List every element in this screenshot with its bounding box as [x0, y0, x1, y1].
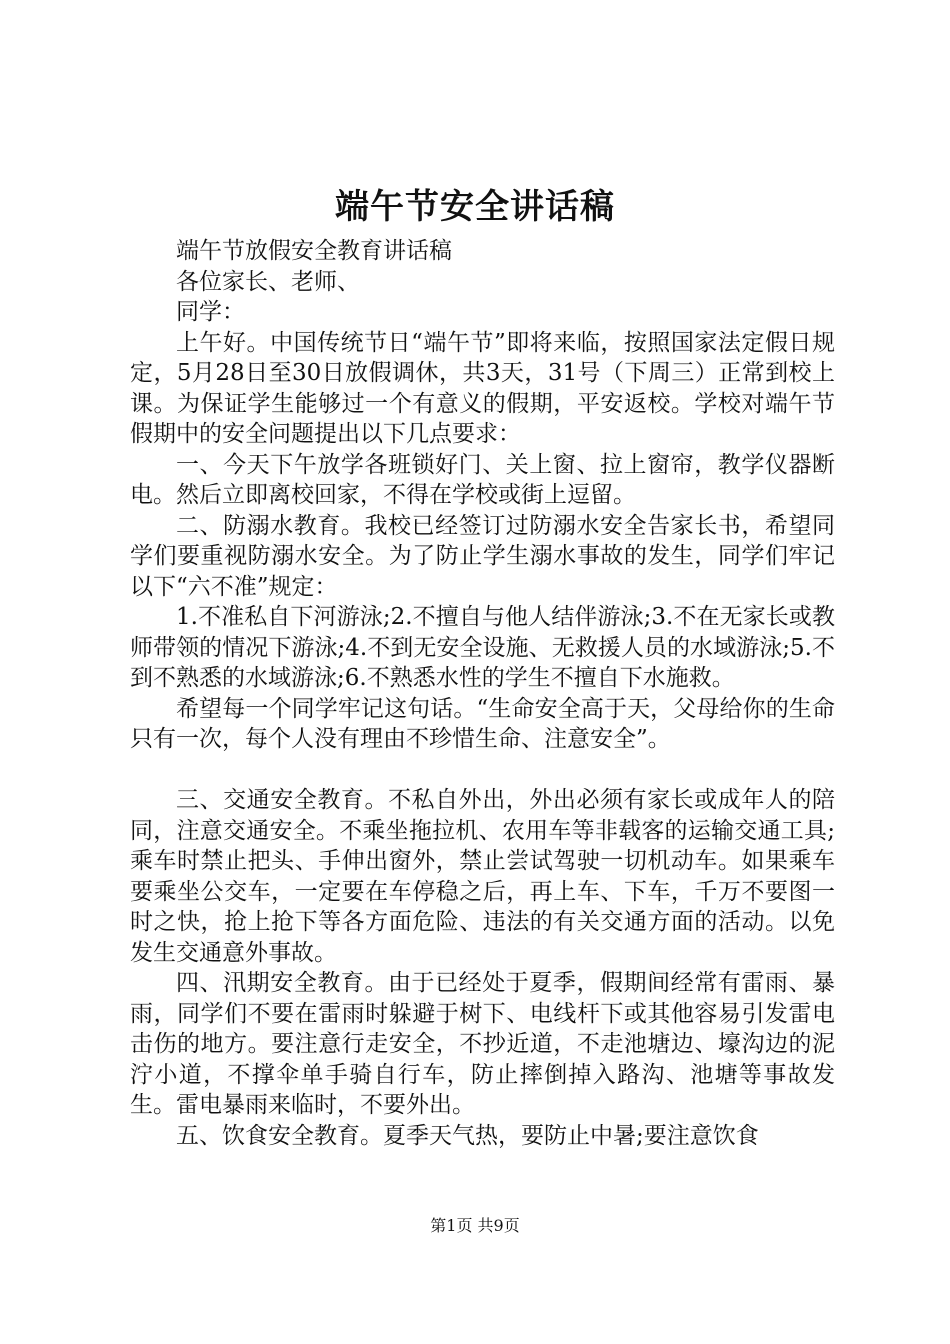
paragraph-item-5: 五、饮食安全教育。夏季天气热，要防止中暑;要注意饮食 [176, 1122, 759, 1149]
document-body [130, 236, 835, 1151]
paragraph-greeting-1: 各位家长、老师、 [176, 268, 360, 295]
paragraph-item-3: 三、交通安全教育。不私自外出，外出必须有家长或成年人的陪同，注意交通安全。不乘坐拖拉机、农用车等非载客的运输交通工具;乘车时禁止把头、手伸出窗外，禁止尝试驾驶一切机动车。如果乘车要乘坐公交车，一定要在车停稳之后，再上车、下车，千万不要图一时之快，抢上抢下等各方面危险、违法的有关交通方面的活动。以免发生交通意外事故。 [130, 787, 835, 966]
paragraph-subtitle: 端午节放假安全教育讲话稿 [176, 238, 452, 264]
paragraph-item-1: 一、今天下午放学各班锁好门、关上窗、拉上窗帘，教学仪器断电。然后立即离校回家，不得在学校或街上逗留。 [130, 451, 835, 508]
paragraph-item-4: 四、汛期安全教育。由于已经处于夏季，假期间经常有雷雨、暴雨，同学们不要在雷雨时躲避于树下、电线杆下或其他容易引发雷电击伤的地方。要注意行走安全，不抄近道，不走池塘边、壕沟边的泥泞小道，不撑伞单手骑自行车，防止摔倒掉入路沟、池塘等事故发生。雷电暴雨来临时，不要外出。 [130, 970, 835, 1118]
paragraph-intro: 上午好。中国传统节日“端午节”即将来临，按照国家法定假日规定，5月28日至30日放假调休，共3天，31号（下周三）正常到校上课。为保证学生能够过一个有意义的假期，平安返校。学校对端午节假期中的安全问题提出以下几点要求： [130, 329, 835, 447]
paragraph-item-2: 二、防溺水教育。我校已经签订过防溺水安全告家长书，希望同学们要重视防溺水安全。为了防止学生溺水事故的发生，同学们牢记以下“六不准”规定： [130, 512, 835, 600]
paragraph-greeting-2: 同学： [176, 299, 245, 325]
paragraph-six-rules: 1.不准私自下河游泳;2.不擅自与他人结伴游泳;3.不在无家长或教师带领的情况下游泳;4.不到无安全设施、无救援人员的水域游泳;5.不到不熟悉的水域游泳;6.不熟悉水性的学生不擅自下水施救。 [130, 604, 835, 691]
paragraph-reminder: 希望每一个同学牢记这句话。“生命安全高于天，父母给你的生命只有一次，每个人没有理由不珍惜生命、注意安全”。 [130, 695, 835, 752]
page-number-footer: 第1页 共9页 [430, 1216, 520, 1235]
document-title: 端午节安全讲话稿 [335, 187, 615, 227]
